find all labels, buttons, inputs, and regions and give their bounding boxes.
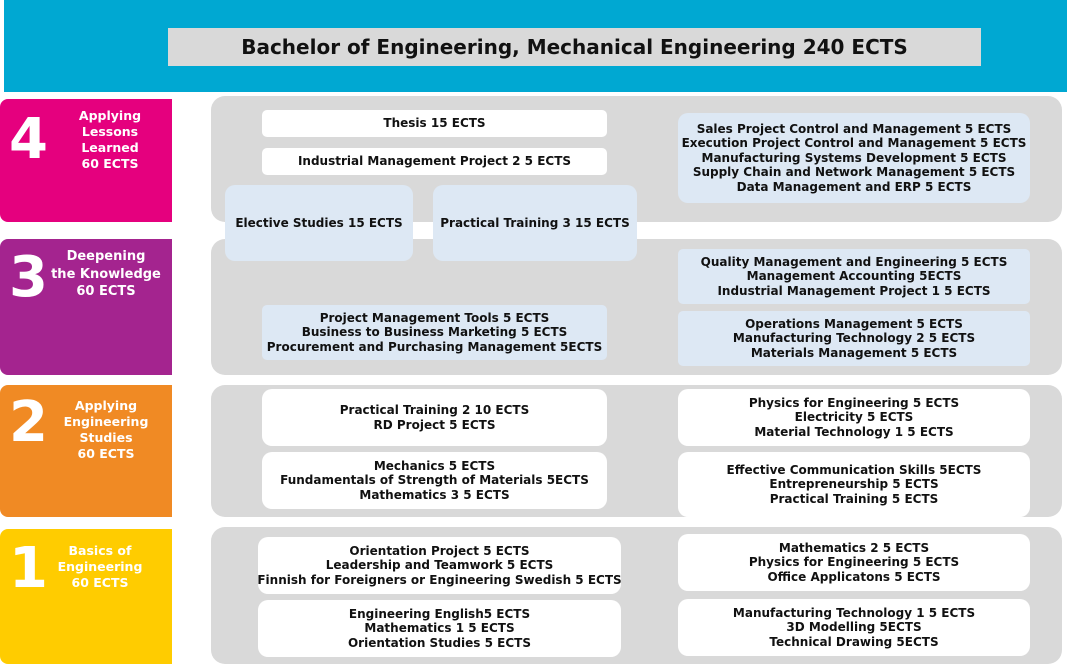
course-line: Mathematics 1 5 ECTS [364, 621, 515, 636]
year4-label-line: 60 ECTS [81, 156, 139, 171]
course-box-year2-right-top [678, 389, 1030, 446]
course-box-year4-right [678, 113, 1030, 203]
course-line: Effective Communication Skills 5ECTS [726, 462, 982, 477]
year4-tab [0, 99, 172, 222]
course-line: Fundamentals of Strength of Materials 5ECTS [280, 473, 589, 488]
course-line: Elective Studies 15 ECTS [235, 215, 403, 230]
course-line: Thesis 15 ECTS [383, 116, 486, 131]
course-line: Industrial Management Project 2 5 ECTS [297, 154, 572, 169]
course-line: Operations Management 5 ECTS [745, 316, 963, 331]
year3-tab [0, 239, 172, 375]
course-line: Manufacturing Systems Development 5 ECTS [701, 150, 1007, 165]
year4-label-line: Applying [78, 108, 142, 123]
course-line: Orientation Studies 5 ECTS [347, 635, 531, 650]
year2-label-line: 60 ECTS [77, 446, 135, 461]
course-line: Finnish for Foreigners or Engineering Swedish 5 ECTS [257, 572, 622, 587]
course-line: Entrepreneurship 5 ECTS [769, 477, 939, 492]
course-line: Mechanics 5 ECTS [373, 458, 496, 473]
course-box-year2-left-top [262, 389, 607, 446]
course-line: Engineering English5 ECTS [348, 606, 531, 621]
course-line: Mathematics 3 5 ECTS [359, 487, 510, 502]
course-line: Material Technology 1 5 ECTS [754, 424, 954, 439]
year2-label-line: Engineering [63, 414, 149, 429]
course-box-year3-left [262, 305, 607, 360]
year2-label [44, 398, 168, 462]
course-line: Procurement and Purchasing Management 5ECTS [266, 339, 603, 354]
year4-label-line: Learned [81, 140, 139, 155]
course-line: 3D Modelling 5ECTS [786, 620, 922, 635]
year2-label-line: Applying [74, 398, 138, 413]
course-box-elective [225, 185, 413, 261]
course-line: Technical Drawing 5ECTS [769, 634, 939, 649]
page-title: Bachelor of Engineering, Mechanical Engineering 240 ECTS [168, 28, 981, 66]
year4-label-line: Lessons [81, 124, 139, 139]
course-line: Leadership and Teamwork 5 ECTS [325, 558, 554, 573]
course-box-year1-right-top [678, 534, 1030, 591]
course-box-year2-left-bottom [262, 452, 607, 509]
course-line: Electricity 5 ECTS [794, 410, 914, 425]
course-line: Orientation Project 5 ECTS [349, 543, 530, 558]
year3-label [44, 248, 168, 301]
course-line: Mathematics 2 5 ECTS [778, 540, 930, 555]
course-box-year1-right-bottom [678, 599, 1030, 656]
course-line: Project Management Tools 5 ECTS [319, 310, 550, 325]
course-line: Management Accounting 5ECTS [746, 269, 962, 284]
course-box-thesis [262, 110, 607, 137]
year2-tab [0, 385, 172, 517]
course-box-year1-left-top [258, 537, 621, 594]
course-line: Practical Training 5 ECTS [769, 491, 939, 506]
course-line: Sales Project Control and Management 5 ECTS [696, 121, 1012, 136]
course-box-year2-right-bottom [678, 452, 1030, 517]
course-line: Practical Training 2 10 ECTS [339, 402, 530, 417]
course-box-year1-left-bottom [258, 600, 621, 657]
course-line: RD Project 5 ECTS [373, 417, 496, 432]
course-line: Execution Project Control and Management 5 ECTS [681, 136, 1027, 151]
course-box-year3-right-bottom [678, 311, 1030, 366]
year1-label [40, 543, 160, 591]
year3-label-line: the Knowledge [51, 266, 161, 282]
year3-label-line: 60 ECTS [76, 284, 136, 299]
course-line: Manufacturing Technology 2 5 ECTS [732, 331, 976, 346]
year1-label-line: 60 ECTS [71, 575, 129, 590]
course-line: Office Applicatons 5 ECTS [767, 569, 941, 584]
year2-label-line: Studies [79, 430, 133, 445]
year3-number: 3 [9, 245, 48, 310]
year1-tab [0, 529, 172, 664]
course-line: Business to Business Marketing 5 ECTS [301, 325, 568, 340]
year3-label-line: Deepening [66, 249, 146, 264]
course-line: Physics for Engineering 5 ECTS [748, 555, 960, 570]
course-box-training3 [433, 185, 637, 261]
course-line: Data Management and ERP 5 ECTS [736, 179, 972, 194]
course-line: Industrial Management Project 1 5 ECTS [717, 283, 991, 298]
course-box-imp2 [262, 148, 607, 175]
course-line: Physics for Engineering 5 ECTS [748, 395, 960, 410]
course-line: Practical Training 3 15 ECTS [440, 215, 630, 230]
course-line: Supply Chain and Network Management 5 ECTS [692, 165, 1016, 180]
year1-number: 1 [9, 536, 48, 601]
course-box-year3-right-top [678, 249, 1030, 304]
year1-label-line: Engineering [57, 559, 143, 574]
year4-label [50, 108, 170, 172]
year4-number: 4 [9, 107, 48, 172]
year2-number: 2 [9, 390, 48, 455]
course-line: Materials Management 5 ECTS [750, 345, 958, 360]
course-line: Manufacturing Technology 1 5 ECTS [732, 605, 976, 620]
year1-label-line: Basics of [68, 543, 132, 558]
course-line: Quality Management and Engineering 5 ECTS [700, 254, 1008, 269]
